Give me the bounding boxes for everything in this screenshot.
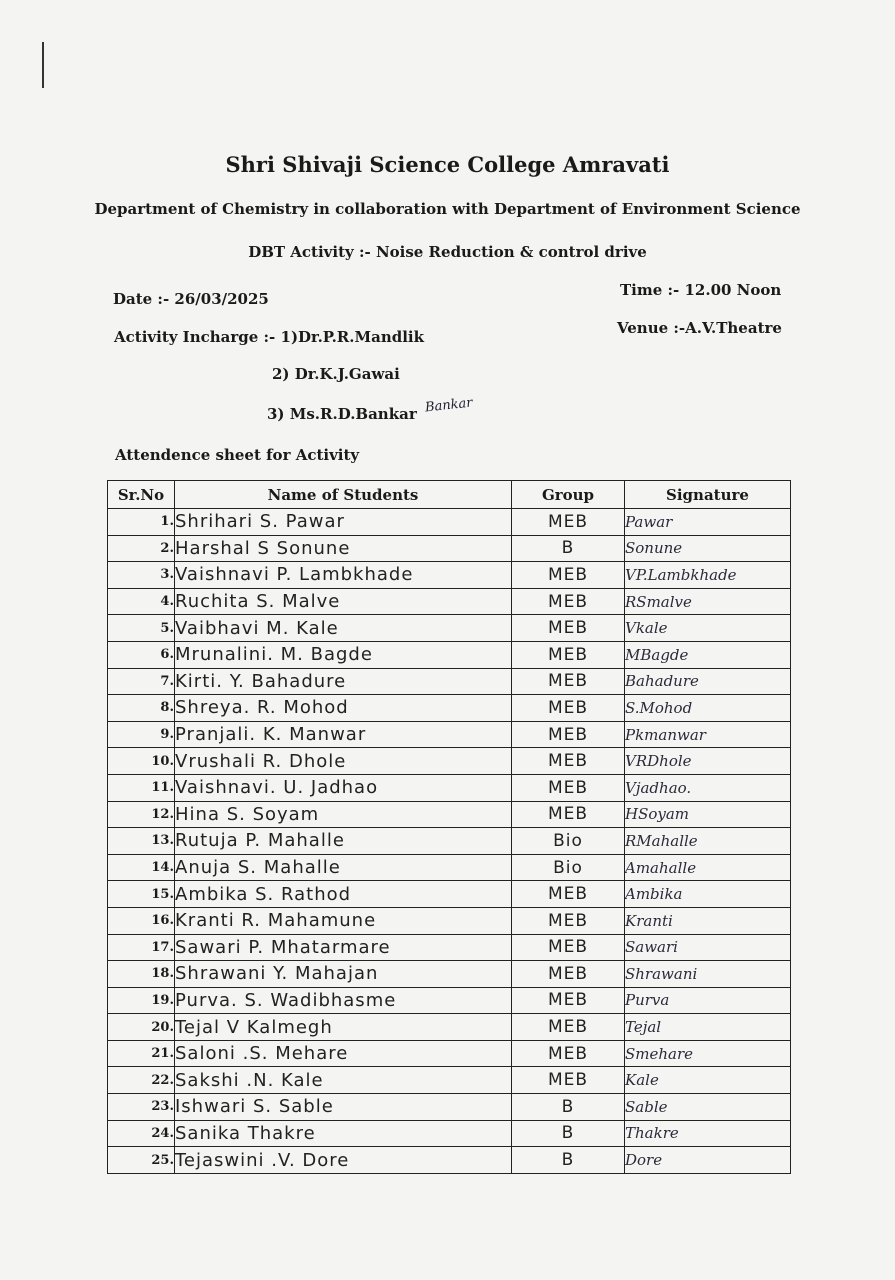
row-srno: 12. bbox=[108, 801, 175, 828]
row-srno: 14. bbox=[108, 854, 175, 881]
college-title: Shri Shivaji Science College Amravati bbox=[225, 152, 670, 177]
signature-cell: Sonune bbox=[625, 535, 791, 562]
table-row bbox=[108, 774, 791, 801]
table-row bbox=[108, 1147, 791, 1174]
signature-cell: MBagde bbox=[625, 641, 791, 668]
department-line: Department of Chemistry in collaboration with Department of Environment Science bbox=[94, 200, 801, 218]
student-name: Pranjali. K. Manwar bbox=[175, 721, 512, 748]
header-group: Group bbox=[512, 481, 625, 509]
signature-cell: VP.Lambkhade bbox=[625, 562, 791, 589]
signature-cell: Tejal bbox=[625, 1014, 791, 1041]
paper-edge-mark bbox=[42, 42, 44, 88]
table-row bbox=[108, 1040, 791, 1067]
group-cell: MEB bbox=[512, 987, 625, 1014]
table-row bbox=[108, 1094, 791, 1121]
student-name: Tejaswini .V. Dore bbox=[175, 1147, 512, 1174]
table-row bbox=[108, 509, 791, 536]
table-row bbox=[108, 828, 791, 855]
signature-cell: Kranti bbox=[625, 907, 791, 934]
signature-cell: Pkmanwar bbox=[625, 721, 791, 748]
incharge-3: 3) Ms.R.D.Bankar bbox=[267, 405, 417, 423]
table-row bbox=[108, 934, 791, 961]
row-srno: 24. bbox=[108, 1120, 175, 1147]
student-name: Ruchita S. Malve bbox=[175, 588, 512, 615]
signature-cell: Bahadure bbox=[625, 668, 791, 695]
time-field: Time :- 12.00 Noon bbox=[620, 281, 782, 299]
signature-cell: Sable bbox=[625, 1094, 791, 1121]
student-name: Anuja S. Mahalle bbox=[175, 854, 512, 881]
group-cell: MEB bbox=[512, 907, 625, 934]
table-row bbox=[108, 615, 791, 642]
row-srno: 20. bbox=[108, 1014, 175, 1041]
sheet-title: Attendence sheet for Activity bbox=[115, 446, 360, 464]
student-name: Shrawani Y. Mahajan bbox=[175, 961, 512, 988]
table-row bbox=[108, 854, 791, 881]
table-row bbox=[108, 907, 791, 934]
row-srno: 1. bbox=[108, 509, 175, 536]
student-name: Ambika S. Rathod bbox=[175, 881, 512, 908]
group-cell: MEB bbox=[512, 668, 625, 695]
group-cell: MEB bbox=[512, 1014, 625, 1041]
signature-cell: RMahalle bbox=[625, 828, 791, 855]
student-name: Rutuja P. Mahalle bbox=[175, 828, 512, 855]
row-srno: 23. bbox=[108, 1094, 175, 1121]
student-name: Vrushali R. Dhole bbox=[175, 748, 512, 775]
row-srno: 7. bbox=[108, 668, 175, 695]
row-srno: 18. bbox=[108, 961, 175, 988]
row-srno: 11. bbox=[108, 774, 175, 801]
group-cell: MEB bbox=[512, 774, 625, 801]
student-name: Vaibhavi M. Kale bbox=[175, 615, 512, 642]
date-field: Date :- 26/03/2025 bbox=[113, 290, 269, 308]
group-cell: B bbox=[512, 1094, 625, 1121]
header-signature: Signature bbox=[625, 481, 791, 509]
student-name: Sawari P. Mhatarmare bbox=[175, 934, 512, 961]
table-row bbox=[108, 535, 791, 562]
signature-cell: Sawari bbox=[625, 934, 791, 961]
signature-cell: Ambika bbox=[625, 881, 791, 908]
student-name: Shreya. R. Mohod bbox=[175, 695, 512, 722]
student-name: Sakshi .N. Kale bbox=[175, 1067, 512, 1094]
group-cell: MEB bbox=[512, 1040, 625, 1067]
group-cell: MEB bbox=[512, 881, 625, 908]
table-row bbox=[108, 588, 791, 615]
table-row bbox=[108, 1067, 791, 1094]
table-body bbox=[108, 509, 791, 1174]
group-cell: MEB bbox=[512, 934, 625, 961]
group-cell: MEB bbox=[512, 801, 625, 828]
table-header-row bbox=[108, 481, 791, 509]
signature-cell: HSoyam bbox=[625, 801, 791, 828]
table-row bbox=[108, 748, 791, 775]
signature-cell: Vjadhao. bbox=[625, 774, 791, 801]
table-row bbox=[108, 562, 791, 589]
group-cell: MEB bbox=[512, 1067, 625, 1094]
group-cell: MEB bbox=[512, 588, 625, 615]
row-srno: 9. bbox=[108, 721, 175, 748]
row-srno: 13. bbox=[108, 828, 175, 855]
signature-cell: Kale bbox=[625, 1067, 791, 1094]
row-srno: 6. bbox=[108, 641, 175, 668]
row-srno: 15. bbox=[108, 881, 175, 908]
table-row bbox=[108, 695, 791, 722]
student-name: Shrihari S. Pawar bbox=[175, 509, 512, 536]
signature-cell: RSmalve bbox=[625, 588, 791, 615]
group-cell: MEB bbox=[512, 615, 625, 642]
group-cell: MEB bbox=[512, 961, 625, 988]
signature-cell: VRDhole bbox=[625, 748, 791, 775]
row-srno: 16. bbox=[108, 907, 175, 934]
group-cell: MEB bbox=[512, 721, 625, 748]
row-srno: 8. bbox=[108, 695, 175, 722]
group-cell: MEB bbox=[512, 641, 625, 668]
student-name: Purva. S. Wadibhasme bbox=[175, 987, 512, 1014]
signature-cell: Pawar bbox=[625, 509, 791, 536]
student-name: Vaishnavi P. Lambkhade bbox=[175, 562, 512, 589]
signature-cell: Purva bbox=[625, 987, 791, 1014]
table-row bbox=[108, 1014, 791, 1041]
group-cell: B bbox=[512, 1120, 625, 1147]
table-row bbox=[108, 641, 791, 668]
student-name: Saloni .S. Mehare bbox=[175, 1040, 512, 1067]
student-name: Vaishnavi. U. Jadhao bbox=[175, 774, 512, 801]
group-cell: MEB bbox=[512, 562, 625, 589]
activity-line: DBT Activity :- Noise Reduction & control drive bbox=[248, 243, 647, 261]
incharge-1: Activity Incharge :- 1)Dr.P.R.Mandlik bbox=[114, 328, 425, 346]
signature-cell: Shrawani bbox=[625, 961, 791, 988]
table-row bbox=[108, 1120, 791, 1147]
table-row bbox=[108, 668, 791, 695]
header-srno: Sr.No bbox=[108, 481, 175, 509]
student-name: Harshal S Sonune bbox=[175, 535, 512, 562]
table-row bbox=[108, 961, 791, 988]
group-cell: B bbox=[512, 535, 625, 562]
table-row bbox=[108, 721, 791, 748]
row-srno: 5. bbox=[108, 615, 175, 642]
student-name: Kirti. Y. Bahadure bbox=[175, 668, 512, 695]
attendance-table bbox=[107, 480, 791, 1174]
row-srno: 17. bbox=[108, 934, 175, 961]
header-name: Name of Students bbox=[175, 481, 512, 509]
row-srno: 21. bbox=[108, 1040, 175, 1067]
group-cell: MEB bbox=[512, 509, 625, 536]
row-srno: 10. bbox=[108, 748, 175, 775]
table-row bbox=[108, 987, 791, 1014]
incharge-2: 2) Dr.K.J.Gawai bbox=[272, 365, 400, 383]
signature-cell: Smehare bbox=[625, 1040, 791, 1067]
group-cell: MEB bbox=[512, 748, 625, 775]
student-name: Sanika Thakre bbox=[175, 1120, 512, 1147]
incharge-3-signature: Bankar bbox=[424, 395, 474, 416]
student-name: Ishwari S. Sable bbox=[175, 1094, 512, 1121]
row-srno: 22. bbox=[108, 1067, 175, 1094]
student-name: Mrunalini. M. Bagde bbox=[175, 641, 512, 668]
group-cell: B bbox=[512, 1147, 625, 1174]
signature-cell: Thakre bbox=[625, 1120, 791, 1147]
signature-cell: Amahalle bbox=[625, 854, 791, 881]
student-name: Kranti R. Mahamune bbox=[175, 907, 512, 934]
row-srno: 2. bbox=[108, 535, 175, 562]
table-row bbox=[108, 801, 791, 828]
row-srno: 19. bbox=[108, 987, 175, 1014]
venue-field: Venue :-A.V.Theatre bbox=[617, 319, 782, 337]
signature-cell: S.Mohod bbox=[625, 695, 791, 722]
table-row bbox=[108, 881, 791, 908]
row-srno: 4. bbox=[108, 588, 175, 615]
signature-cell: Vkale bbox=[625, 615, 791, 642]
signature-cell: Dore bbox=[625, 1147, 791, 1174]
row-srno: 3. bbox=[108, 562, 175, 589]
group-cell: MEB bbox=[512, 695, 625, 722]
group-cell: Bio bbox=[512, 828, 625, 855]
group-cell: Bio bbox=[512, 854, 625, 881]
student-name: Tejal V Kalmegh bbox=[175, 1014, 512, 1041]
row-srno: 25. bbox=[108, 1147, 175, 1174]
student-name: Hina S. Soyam bbox=[175, 801, 512, 828]
